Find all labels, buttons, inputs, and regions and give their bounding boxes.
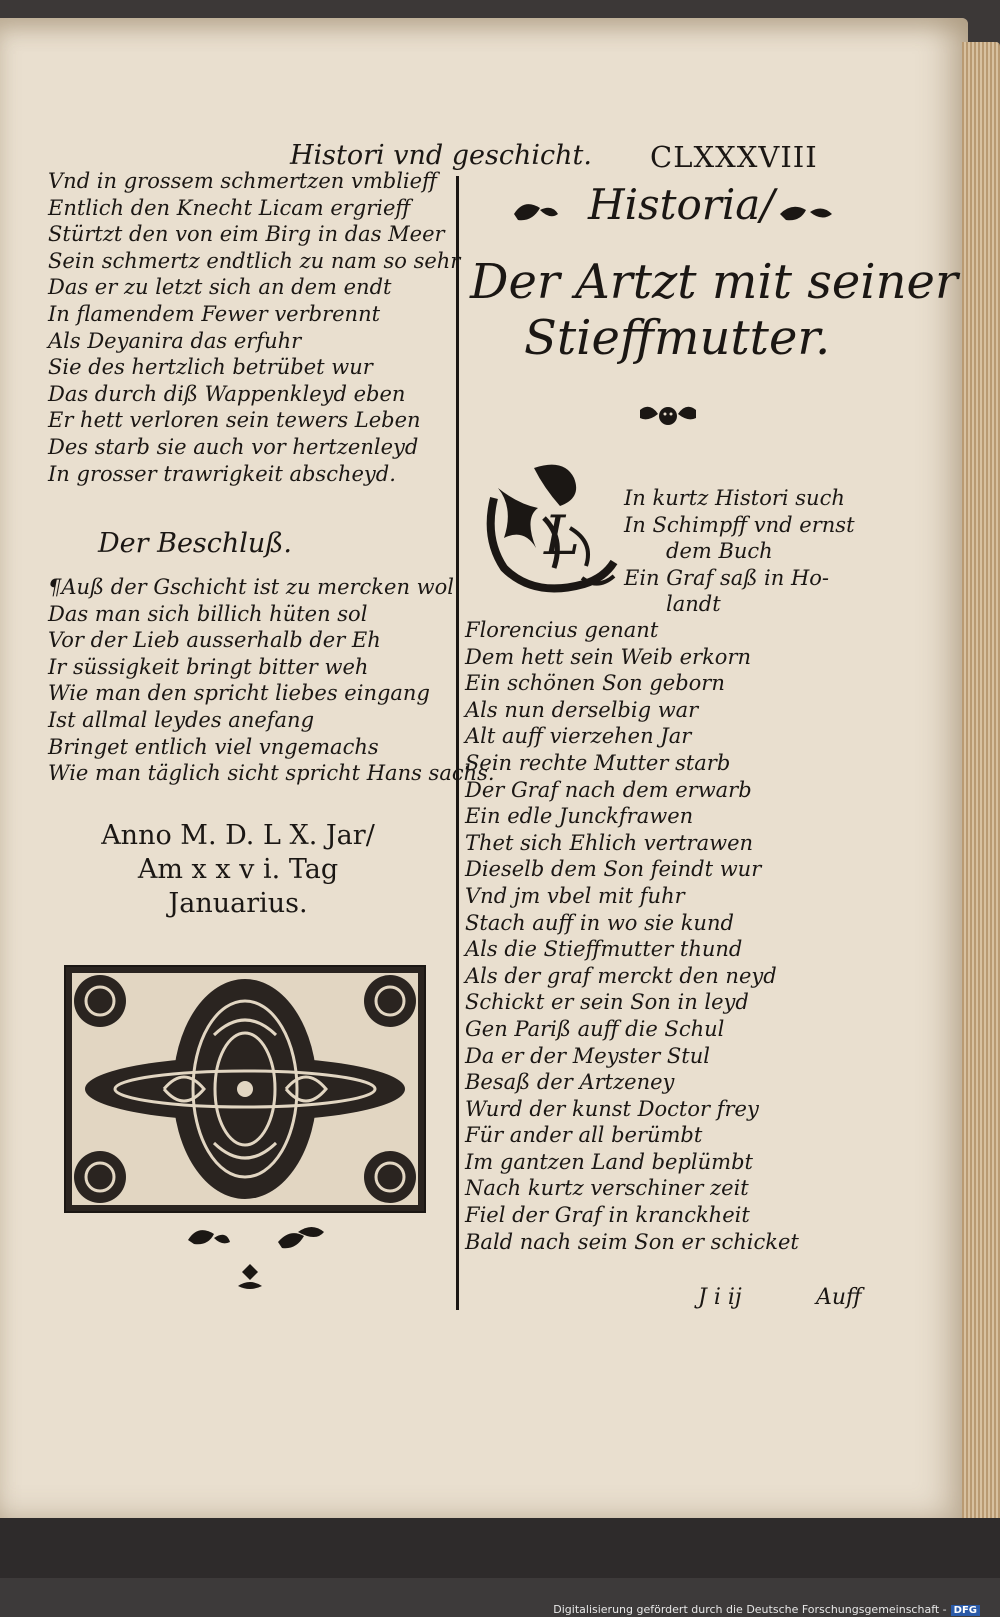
- verse-line: ¶Auß der Gschicht ist zu mercken wol: [48, 575, 454, 599]
- verse-line: Ein schönen Son geborn: [465, 671, 725, 696]
- verse-line: dem Buch: [666, 539, 773, 564]
- verse-line: Als die Stieffmutter thund: [465, 937, 743, 962]
- verse-line: Entlich den Knecht Licam ergrieff: [48, 195, 411, 220]
- verse-line: Für ander all berümbt: [465, 1123, 703, 1148]
- story-title-line-1: Historia/: [588, 180, 775, 229]
- verse-line: In kurtz Histori such: [624, 486, 845, 510]
- verse-line: Fiel der Graf in kranckheit: [465, 1203, 750, 1228]
- verse-line: Der Graf nach dem erwarb: [465, 777, 752, 802]
- signature-mark: J i ij: [698, 1285, 742, 1310]
- verse-line: Bringet entlich viel vngemachs: [48, 734, 379, 759]
- verse-line: Das er zu letzt sich an dem endt: [48, 275, 392, 300]
- verse-line: Als Deyanira das erfuhr: [48, 328, 302, 353]
- date-line: Am x x v i. Tag: [137, 854, 339, 885]
- verse-line: In grosser trawrigkeit abscheyd.: [48, 461, 396, 486]
- verse-line: Sein rechte Mutter starb: [465, 750, 731, 775]
- verse-line: Schickt er sein Son in leyd: [465, 990, 749, 1015]
- left-column-verses: [48, 168, 460, 487]
- folio-number: CLXXXVIII: [650, 140, 818, 174]
- date-line: Januarius.: [168, 888, 308, 919]
- verse-line: Bald nach seim Son er schicket: [465, 1229, 799, 1254]
- conclusion-heading: Der Beschluß.: [98, 528, 292, 559]
- verse-line: Wie man den spricht liebes eingang: [48, 681, 430, 706]
- verse-line: Als der graf merckt den neyd: [465, 963, 777, 988]
- verse-line: Im gantzen Land beplümbt: [465, 1149, 753, 1174]
- dfg-logo-badge: DFG: [951, 1605, 980, 1616]
- verse-line: Florencius genant: [465, 618, 659, 642]
- story-title-line-3: Stieffmutter.: [524, 310, 831, 366]
- footer-credit-text: Digitalisierung gefördert durch die Deutsche Forschungsgemeinschaft -: [553, 1603, 947, 1616]
- verse-line: In Schimpff vnd ernst: [624, 512, 855, 537]
- verse-line: Stach auff in wo sie kund: [465, 910, 734, 935]
- verse-line: Dieselb dem Son feindt wur: [465, 857, 762, 882]
- verse-line: Stürtzt den von eim Birg in das Meer: [48, 222, 445, 247]
- verse-line: Sein schmertz endtlich zu nam so sehr: [48, 248, 461, 273]
- verse-line: Thet sich Ehlich vertrawen: [465, 830, 754, 855]
- verse-line: Ist allmal leydes anefang: [48, 707, 315, 732]
- verse-line: Wurd der kunst Doctor frey: [465, 1096, 759, 1121]
- verse-line: Als nun derselbig war: [465, 697, 699, 722]
- fleuron-ornament-icon: [510, 196, 570, 230]
- colophon-date: [88, 820, 388, 922]
- woodcut-block-ornament: [64, 965, 426, 1213]
- verse-line: Ir süssigkeit bringt bitter weh: [48, 654, 369, 679]
- scan-background-strip: [0, 1518, 1000, 1578]
- page-edges: [962, 42, 1000, 1522]
- verse-line: Das man sich billich hüten sol: [48, 601, 368, 626]
- verse-line: Dem hett sein Weib erkorn: [465, 644, 752, 669]
- verse-line: Ein edle Junckfrawen: [465, 804, 694, 829]
- intro-lines: [624, 485, 855, 618]
- verse-line: Ein Graf saß in Ho-: [624, 565, 829, 590]
- verse-line: Vor der Lieb ausserhalb der Eh: [48, 628, 381, 653]
- story-title-line-2: Der Artzt mit seiner: [470, 254, 958, 310]
- verse-line: Vnd jm vbel mit fuhr: [465, 883, 685, 908]
- verse-line: In flamendem Fewer verbrennt: [48, 301, 381, 326]
- verse-line: Das durch diß Wappenkleyd eben: [48, 381, 406, 406]
- date-line: Anno M. D. L X. Jar/: [101, 820, 375, 851]
- verse-line: Gen Pariß auff die Schul: [465, 1016, 725, 1041]
- verse-line: landt: [666, 592, 721, 617]
- verse-line: Besaß der Artzeney: [465, 1070, 675, 1095]
- footer-credit: [553, 1603, 980, 1616]
- decorated-initial-L: [474, 458, 622, 604]
- right-column-verses: [465, 617, 799, 1255]
- conclusion-verses: [48, 574, 495, 787]
- verse-line: Sie des hertzlich betrübet wur: [48, 355, 373, 380]
- fleuron-ornament-icon: [776, 200, 836, 230]
- verse-line: Alt auff vierzehen Jar: [465, 724, 692, 749]
- initial-letter: L: [544, 504, 580, 567]
- verse-line: Da er der Meyster Stul: [465, 1043, 710, 1068]
- verse-line: Nach kurtz verschiner zeit: [465, 1176, 749, 1201]
- verse-line: Des starb sie auch vor hertzenleyd: [48, 434, 419, 459]
- verse-line: Er hett verloren sein tewers Leben: [48, 408, 421, 433]
- running-head: Histori vnd geschicht.: [290, 140, 592, 171]
- verse-line: Wie man täglich sicht spricht Hans sachs.: [48, 761, 495, 786]
- catchword: Auff: [816, 1285, 862, 1310]
- cherub-head-icon: [636, 396, 700, 436]
- verse-line: Vnd in grossem schmertzen vmblieff: [48, 169, 437, 193]
- leaf-flourish-icon: [178, 1220, 338, 1300]
